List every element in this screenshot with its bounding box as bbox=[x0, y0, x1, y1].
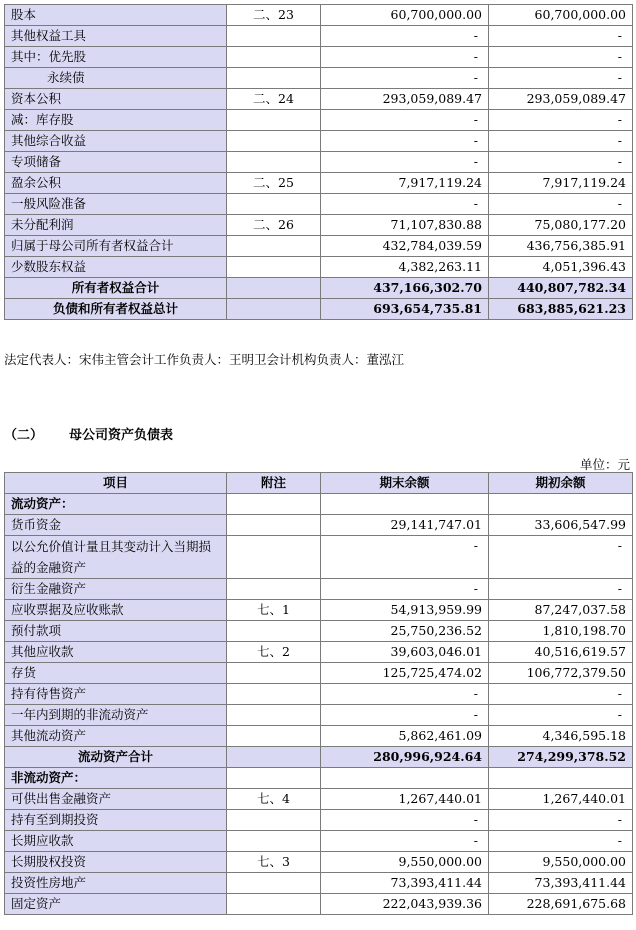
row-item: 投资性房地产 bbox=[5, 873, 227, 894]
row-end-balance: 293,059,089.47 bbox=[321, 89, 489, 110]
row-begin-balance: - bbox=[489, 110, 633, 131]
row-begin-balance: - bbox=[489, 536, 633, 579]
section-note bbox=[227, 768, 321, 789]
row-item: 减：库存股 bbox=[5, 110, 227, 131]
row-begin-balance: - bbox=[489, 705, 633, 726]
section-begin bbox=[489, 768, 633, 789]
row-note: 七、1 bbox=[227, 600, 321, 621]
row-item: 专项储备 bbox=[5, 152, 227, 173]
row-end-balance: - bbox=[321, 47, 489, 68]
row-begin-balance: 73,393,411.44 bbox=[489, 873, 633, 894]
header-item: 项目 bbox=[5, 473, 227, 494]
parent-balance-sheet-table bbox=[4, 472, 633, 915]
row-item: 应收票据及应收账款 bbox=[5, 600, 227, 621]
table-row bbox=[5, 831, 633, 852]
total-note bbox=[227, 747, 321, 768]
row-begin-balance: 9,550,000.00 bbox=[489, 852, 633, 873]
table-row bbox=[5, 789, 633, 810]
row-begin-balance: 293,059,089.47 bbox=[489, 89, 633, 110]
total-row bbox=[5, 299, 633, 320]
row-item: 一般风险准备 bbox=[5, 194, 227, 215]
row-item: 预付款项 bbox=[5, 621, 227, 642]
section-begin bbox=[489, 494, 633, 515]
row-end-balance: - bbox=[321, 194, 489, 215]
row-note bbox=[227, 194, 321, 215]
row-end-balance: 60,700,000.00 bbox=[321, 5, 489, 26]
row-note: 二、23 bbox=[227, 5, 321, 26]
section-title: 母公司资产负债表 bbox=[69, 428, 174, 443]
row-item: 货币资金 bbox=[5, 515, 227, 536]
row-note bbox=[227, 536, 321, 579]
row-note bbox=[227, 47, 321, 68]
row-begin-balance: - bbox=[489, 68, 633, 89]
row-end-balance: 222,043,939.36 bbox=[321, 894, 489, 915]
header-begin-balance: 期初余额 bbox=[489, 473, 633, 494]
row-item: 其他权益工具 bbox=[5, 26, 227, 47]
row-item: 长期股权投资 bbox=[5, 852, 227, 873]
section-label: 流动资产： bbox=[5, 494, 227, 515]
total-begin-balance: 683,885,621.23 bbox=[489, 299, 633, 320]
row-note bbox=[227, 726, 321, 747]
table-row bbox=[5, 194, 633, 215]
row-item: 以公允价值计量且其变动计入当期损益的金融资产 bbox=[5, 536, 227, 579]
total-label: 负债和所有者权益总计 bbox=[5, 299, 227, 320]
table-row bbox=[5, 215, 633, 236]
table-row bbox=[5, 5, 633, 26]
total-label: 流动资产合计 bbox=[5, 747, 227, 768]
row-begin-balance: - bbox=[489, 26, 633, 47]
row-begin-balance: - bbox=[489, 131, 633, 152]
row-item: 其他综合收益 bbox=[5, 131, 227, 152]
row-note bbox=[227, 894, 321, 915]
row-item: 其他应收款 bbox=[5, 642, 227, 663]
row-note bbox=[227, 579, 321, 600]
total-row bbox=[5, 278, 633, 299]
row-end-balance: - bbox=[321, 26, 489, 47]
table-row bbox=[5, 579, 633, 600]
row-begin-balance: - bbox=[489, 831, 633, 852]
row-item: 固定资产 bbox=[5, 894, 227, 915]
row-begin-balance: - bbox=[489, 579, 633, 600]
table-row bbox=[5, 726, 633, 747]
table-row bbox=[5, 47, 633, 68]
row-end-balance: 1,267,440.01 bbox=[321, 789, 489, 810]
header-end-balance: 期末余额 bbox=[321, 473, 489, 494]
row-begin-balance: 33,606,547.99 bbox=[489, 515, 633, 536]
row-begin-balance: 7,917,119.24 bbox=[489, 173, 633, 194]
row-item: 盈余公积 bbox=[5, 173, 227, 194]
row-item: 长期应收款 bbox=[5, 831, 227, 852]
unit-label: 单位：元 bbox=[579, 457, 630, 472]
row-note bbox=[227, 831, 321, 852]
signature-line: 法定代表人：宋伟主管会计工作负责人：王明卫会计机构负责人：董泓江 bbox=[4, 352, 405, 367]
row-note: 七、3 bbox=[227, 852, 321, 873]
row-note bbox=[227, 663, 321, 684]
row-begin-balance: 4,051,396.43 bbox=[489, 257, 633, 278]
row-end-balance: - bbox=[321, 152, 489, 173]
header-row bbox=[5, 473, 633, 494]
row-end-balance: 432,784,039.59 bbox=[321, 236, 489, 257]
row-note bbox=[227, 515, 321, 536]
table-row bbox=[5, 131, 633, 152]
row-item: 少数股东权益 bbox=[5, 257, 227, 278]
row-end-balance: - bbox=[321, 110, 489, 131]
row-item: 股本 bbox=[5, 5, 227, 26]
total-row bbox=[5, 747, 633, 768]
row-end-balance: 9,550,000.00 bbox=[321, 852, 489, 873]
row-item: 其中：优先股 bbox=[5, 47, 227, 68]
row-note bbox=[227, 873, 321, 894]
row-end-balance: 5,862,461.09 bbox=[321, 726, 489, 747]
row-note: 二、24 bbox=[227, 89, 321, 110]
row-begin-balance: 60,700,000.00 bbox=[489, 5, 633, 26]
section-end bbox=[321, 768, 489, 789]
table-row bbox=[5, 621, 633, 642]
table-row bbox=[5, 152, 633, 173]
table-row bbox=[5, 26, 633, 47]
row-item: 其他流动资产 bbox=[5, 726, 227, 747]
row-end-balance: 39,603,046.01 bbox=[321, 642, 489, 663]
row-begin-balance: 1,810,198.70 bbox=[489, 621, 633, 642]
row-end-balance: 29,141,747.01 bbox=[321, 515, 489, 536]
row-note bbox=[227, 684, 321, 705]
table-row bbox=[5, 236, 633, 257]
row-begin-balance: 228,691,675.68 bbox=[489, 894, 633, 915]
table-row bbox=[5, 515, 633, 536]
row-item: 存货 bbox=[5, 663, 227, 684]
row-end-balance: 54,913,959.99 bbox=[321, 600, 489, 621]
table-row bbox=[5, 68, 633, 89]
table-row bbox=[5, 684, 633, 705]
total-label: 所有者权益合计 bbox=[5, 278, 227, 299]
row-note bbox=[227, 152, 321, 173]
table-row bbox=[5, 642, 633, 663]
table-row bbox=[5, 705, 633, 726]
table-row bbox=[5, 257, 633, 278]
row-begin-balance: 1,267,440.01 bbox=[489, 789, 633, 810]
row-begin-balance: 436,756,385.91 bbox=[489, 236, 633, 257]
row-end-balance: 25,750,236.52 bbox=[321, 621, 489, 642]
table-row bbox=[5, 894, 633, 915]
section-note bbox=[227, 494, 321, 515]
row-end-balance: 4,382,263.11 bbox=[321, 257, 489, 278]
table-row bbox=[5, 536, 633, 579]
row-note bbox=[227, 810, 321, 831]
row-begin-balance: 40,516,619.57 bbox=[489, 642, 633, 663]
row-begin-balance: 75,080,177.20 bbox=[489, 215, 633, 236]
section-heading bbox=[4, 424, 173, 443]
row-begin-balance: 4,346,595.18 bbox=[489, 726, 633, 747]
row-note bbox=[227, 131, 321, 152]
row-note: 二、26 bbox=[227, 215, 321, 236]
row-note: 二、25 bbox=[227, 173, 321, 194]
total-begin-balance: 274,299,378.52 bbox=[489, 747, 633, 768]
row-end-balance: 125,725,474.02 bbox=[321, 663, 489, 684]
row-note bbox=[227, 110, 321, 131]
row-begin-balance: 87,247,037.58 bbox=[489, 600, 633, 621]
row-item: 持有待售资产 bbox=[5, 684, 227, 705]
row-begin-balance: 106,772,379.50 bbox=[489, 663, 633, 684]
table-row bbox=[5, 600, 633, 621]
total-begin-balance: 440,807,782.34 bbox=[489, 278, 633, 299]
row-begin-balance: - bbox=[489, 684, 633, 705]
row-note: 七、4 bbox=[227, 789, 321, 810]
row-begin-balance: - bbox=[489, 47, 633, 68]
table-row bbox=[5, 110, 633, 131]
row-begin-balance: - bbox=[489, 194, 633, 215]
table-row bbox=[5, 873, 633, 894]
section-label: 非流动资产： bbox=[5, 768, 227, 789]
row-end-balance: 7,917,119.24 bbox=[321, 173, 489, 194]
row-begin-balance: - bbox=[489, 810, 633, 831]
total-note bbox=[227, 278, 321, 299]
row-note bbox=[227, 26, 321, 47]
table-row bbox=[5, 89, 633, 110]
row-item: 永续债 bbox=[5, 68, 227, 89]
row-end-balance: - bbox=[321, 831, 489, 852]
row-item: 归属于母公司所有者权益合计 bbox=[5, 236, 227, 257]
row-end-balance: 73,393,411.44 bbox=[321, 873, 489, 894]
row-item: 衍生金融资产 bbox=[5, 579, 227, 600]
row-note: 七、2 bbox=[227, 642, 321, 663]
table-row bbox=[5, 852, 633, 873]
row-note bbox=[227, 257, 321, 278]
table-row bbox=[5, 810, 633, 831]
row-begin-balance: - bbox=[489, 152, 633, 173]
row-end-balance: - bbox=[321, 68, 489, 89]
header-note: 附注 bbox=[227, 473, 321, 494]
table-row bbox=[5, 663, 633, 684]
row-item: 一年内到期的非流动资产 bbox=[5, 705, 227, 726]
row-end-balance: - bbox=[321, 705, 489, 726]
row-item: 持有至到期投资 bbox=[5, 810, 227, 831]
row-note bbox=[227, 68, 321, 89]
row-end-balance: - bbox=[321, 131, 489, 152]
total-end-balance: 693,654,735.81 bbox=[321, 299, 489, 320]
total-end-balance: 280,996,924.64 bbox=[321, 747, 489, 768]
section-number: （二） bbox=[4, 428, 44, 443]
total-end-balance: 437,166,302.70 bbox=[321, 278, 489, 299]
row-end-balance: 71,107,830.88 bbox=[321, 215, 489, 236]
row-note bbox=[227, 236, 321, 257]
row-note bbox=[227, 705, 321, 726]
row-item: 未分配利润 bbox=[5, 215, 227, 236]
section-row bbox=[5, 768, 633, 789]
row-item: 可供出售金融资产 bbox=[5, 789, 227, 810]
table-row bbox=[5, 173, 633, 194]
total-note bbox=[227, 299, 321, 320]
section-row bbox=[5, 494, 633, 515]
row-end-balance: - bbox=[321, 810, 489, 831]
row-end-balance: - bbox=[321, 579, 489, 600]
section-end bbox=[321, 494, 489, 515]
equity-table bbox=[4, 4, 633, 320]
row-end-balance: - bbox=[321, 536, 489, 579]
row-item: 资本公积 bbox=[5, 89, 227, 110]
row-note bbox=[227, 621, 321, 642]
row-end-balance: - bbox=[321, 684, 489, 705]
